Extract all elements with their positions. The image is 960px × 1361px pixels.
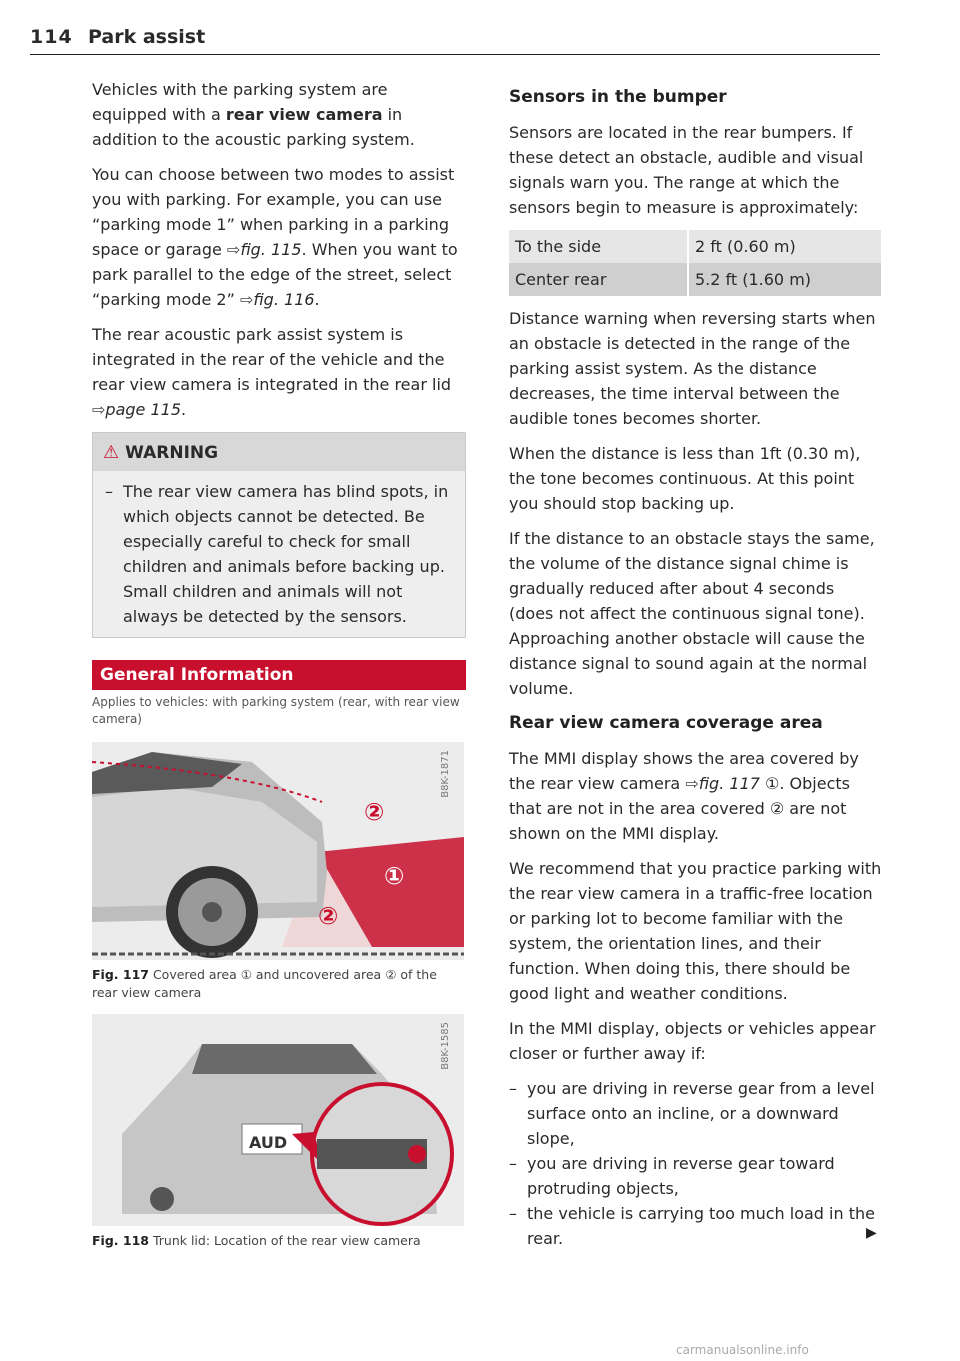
text-span: Vehicles with the parking system are equipped with a <box>92 80 388 124</box>
caption-text: of the rear view camera <box>92 967 437 1000</box>
warning-triangle-icon: ⚠ <box>103 442 120 463</box>
intro-paragraph <box>92 77 466 152</box>
list-item: – you are driving in reverse gear from a level surface onto an incline, or a downward slope, <box>509 1076 883 1151</box>
arrow-icon: ⇨ <box>92 400 106 419</box>
warning-text: – The rear view camera has blind spots, in which objects cannot be detected. Be especially careful to check for small children and animals before backing up. Small children and animals will not always be detected by the sensors. <box>105 479 453 629</box>
warning-title: WARNING <box>125 443 219 463</box>
text-span: are not shown on the MMI display. <box>509 799 847 843</box>
text-span: . When you want to park parallel to the edge of the street, select “parking mode 2” <box>92 240 458 309</box>
text-span: You can choose between two modes to assist you with parking. For example, you can use “parking mode 1” when parking in a parking space or garage <box>92 165 455 259</box>
page-link[interactable]: page 115 <box>105 400 181 419</box>
caption-text: and uncovered area <box>251 967 386 982</box>
table-row <box>509 263 881 296</box>
caption-label: Fig. 118 <box>92 1233 149 1248</box>
warning-header <box>93 433 465 471</box>
table-cell-label: To the side <box>509 230 688 263</box>
distance-paragraph-2: When the distance is less than 1ft (0.30 m), the tone becomes continuous. At this point you should stop backing up. <box>509 444 861 513</box>
left-column <box>92 77 466 1262</box>
text-span: The MMI display shows the area covered by the rear view camera <box>509 749 859 793</box>
coverage-paragraph <box>509 746 883 846</box>
arrow-icon: ⇨ <box>685 774 699 793</box>
car-rear-illustration <box>92 1014 464 1226</box>
watermark: carmanualsonline.info <box>676 1343 809 1357</box>
figure-code: B8K-1585 <box>440 1022 451 1070</box>
caption-text: Covered area <box>152 967 241 982</box>
page-header <box>30 26 880 55</box>
car-side-illustration <box>92 742 464 960</box>
list-item: – the vehicle is carrying too much load in the rear. <box>509 1201 883 1251</box>
text-span: . <box>181 400 187 419</box>
figure-link[interactable]: fig. 117 <box>698 774 760 793</box>
heading-sensors: Sensors in the bumper <box>509 87 727 107</box>
section-title-bar: General Information <box>92 660 466 690</box>
sensors-paragraph: Sensors are located in the rear bumpers. If these detect an obstacle, audible and visual signals warn you. The range at which the sensors begin to measure is approximately: <box>509 123 864 217</box>
marker-symbol: ① <box>765 774 780 793</box>
text-span: The rear acoustic park assist system is integrated in the rear of the vehicle and the rear view camera is integrated in the rear lid <box>92 325 452 394</box>
page-number: 114 <box>30 26 73 48</box>
heading-coverage: Rear view camera coverage area <box>509 713 823 733</box>
table-cell-label: Center rear <box>509 263 688 296</box>
table-cell-value: 2 ft (0.60 m) <box>688 230 881 263</box>
list-item: – you are driving in reverse gear toward protruding objects, <box>509 1151 883 1201</box>
figure-code: B8K-1871 <box>440 750 451 798</box>
modes-paragraph <box>92 162 466 312</box>
figure-117 <box>92 742 464 960</box>
marker-2-bottom: ② <box>318 902 339 930</box>
warning-body <box>93 471 465 637</box>
arrow-icon: ⇨ <box>226 240 241 259</box>
text-span: in addition to the acoustic parking system. <box>92 105 415 149</box>
page-title: Park assist <box>88 26 206 48</box>
recommend-paragraph: We recommend that you practice parking with the rear view camera in a traffic-free location or parking lot to become familiar with the system, the orientation lines, and their function. When doing this, there should be good light and weather conditions. <box>509 859 882 1003</box>
marker-2-top: ② <box>364 798 385 826</box>
marker-1: ① <box>384 862 405 890</box>
marker-symbol: ② <box>769 799 785 818</box>
continue-arrow-icon: ▶ <box>866 1225 877 1241</box>
distance-paragraph-3: If the distance to an obstacle stays the same, the volume of the distance signal chime is gradually reduced after about 4 seconds (does not affect the continuous signal tone). Approaching another obstacle will cause the distance signal to sound again at the normal volume. <box>509 529 875 698</box>
figure-link[interactable]: fig. 115 <box>240 240 302 259</box>
figure-link[interactable]: fig. 116 <box>253 290 315 309</box>
text-span: . Objects that are not in the area covered <box>509 774 850 818</box>
mmi-paragraph: In the MMI display, objects or vehicles appear closer or further away if: <box>509 1019 876 1063</box>
distance-paragraph-1: Distance warning when reversing starts when an obstacle is detected in the range of the parking assist system. As the distance decreases, the time interval between the audible tones becomes shorter. <box>509 309 876 428</box>
right-column <box>509 77 883 1251</box>
figure-118-caption <box>92 1232 466 1250</box>
caption-marker: ② <box>385 967 397 982</box>
figure-118 <box>92 1014 464 1226</box>
badge-text: AUD <box>249 1133 288 1152</box>
caption-marker: ① <box>240 967 252 982</box>
figure-117-caption <box>92 966 466 1002</box>
caption-label: Fig. 117 <box>92 967 149 982</box>
warning-box <box>92 432 466 638</box>
integration-paragraph <box>92 322 466 422</box>
bold-term: rear view camera <box>225 105 383 124</box>
text-span: . <box>314 290 320 309</box>
caption-text: Trunk lid: Location of the rear view camera <box>152 1233 421 1248</box>
applies-note: Applies to vehicles: with parking system (rear, with rear view camera) <box>92 695 460 726</box>
table-cell-value: 5.2 ft (1.60 m) <box>688 263 881 296</box>
arrow-icon: ⇨ <box>239 290 254 309</box>
sensor-range-table <box>509 230 881 296</box>
table-row <box>509 230 881 263</box>
